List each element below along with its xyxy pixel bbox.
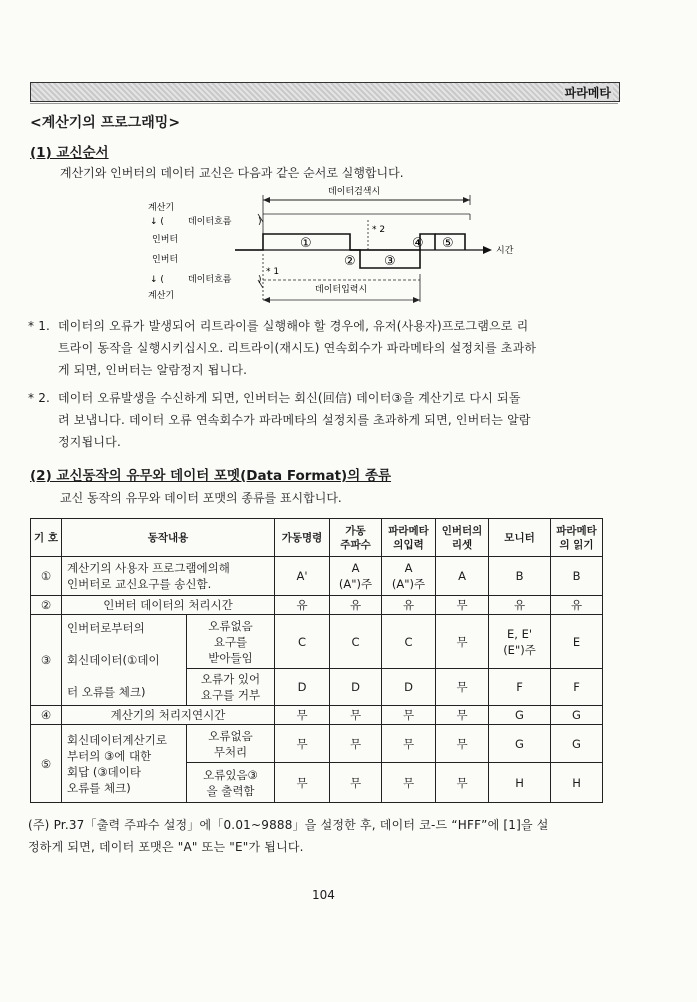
page-number: 104 bbox=[312, 888, 335, 902]
row5b-condition: 오류있음③ 을 출력함 bbox=[187, 763, 275, 803]
row3b-reset: 무 bbox=[436, 669, 489, 706]
row5b-monitor: H bbox=[489, 763, 551, 803]
arrow-top: ↓ ( bbox=[150, 217, 164, 227]
row5b-run: 무 bbox=[275, 763, 330, 803]
step4-mark: ④ bbox=[412, 236, 424, 251]
row4-run: 무 bbox=[275, 706, 330, 725]
data-flow-bot: 데이터흐름 bbox=[188, 275, 232, 285]
note-2-marker: * 2. bbox=[28, 391, 51, 405]
upper-waveform bbox=[235, 234, 435, 250]
row3a-run: C bbox=[275, 615, 330, 669]
row5a-pread: G bbox=[551, 725, 603, 763]
write-arrow-left bbox=[263, 297, 270, 303]
write-time-label: 데이터입력시 bbox=[315, 285, 368, 295]
row3a-reset: 무 bbox=[436, 615, 489, 669]
row5b-freq: 무 bbox=[330, 763, 382, 803]
note-1-line-1: 데이터의 오류가 발생되어 리트라이를 실행해야 할 경우에, 유저(사용자)프로그램으로 리 bbox=[58, 319, 529, 333]
write-arrow-right bbox=[413, 297, 420, 303]
footnote-line-2: 정하게 되면, 데이터 포맷은 "A" 또는 "E"가 됩니다. bbox=[28, 840, 304, 854]
col-pwrite: 파라메타 의입력 bbox=[382, 519, 436, 557]
time-label: 시간 bbox=[496, 246, 514, 256]
header-rule bbox=[30, 103, 618, 104]
row5a-freq: 무 bbox=[330, 725, 382, 763]
format-table bbox=[30, 518, 603, 803]
table-row bbox=[31, 596, 603, 615]
computer-label-top: 계산기 bbox=[148, 203, 175, 213]
note-1-line-3: 게 되면, 인버터는 알람정지 됩니다. bbox=[58, 363, 248, 377]
page-title: <계산기의 프로그래밍> bbox=[30, 115, 181, 131]
step2-mark: ② bbox=[344, 254, 356, 269]
row4-pwrite: 무 bbox=[382, 706, 436, 725]
row2-pwrite: 유 bbox=[382, 596, 436, 615]
table-row bbox=[31, 706, 603, 725]
row5b-reset: 무 bbox=[436, 763, 489, 803]
row3b-pwrite: D bbox=[382, 669, 436, 706]
row3a-condition: 오류없음 요구를 받아들임 bbox=[187, 615, 275, 669]
row2-symbol: ② bbox=[31, 596, 62, 615]
row5b-pread: H bbox=[551, 763, 603, 803]
row4-monitor: G bbox=[489, 706, 551, 725]
table-row bbox=[31, 557, 603, 596]
row3-symbol: ③ bbox=[31, 615, 62, 706]
row4-pread: G bbox=[551, 706, 603, 725]
row5-symbol: ⑤ bbox=[31, 725, 62, 803]
col-reset: 인버터의 리셋 bbox=[436, 519, 489, 557]
note-2-line-1: 데이터 오류발생을 수신하게 되면, 인버터는 회신(回信) 데이터③을 계산기로 다시 되돌 bbox=[58, 391, 521, 405]
row1-content: 계산기의 사용자 프로그램에의해 인버터로 교신요구를 송신함. bbox=[62, 557, 275, 596]
row1-pwrite: A (A")주 bbox=[382, 557, 436, 596]
row2-content: 인버터 데이터의 처리시간 bbox=[62, 596, 275, 615]
row5a-condition: 오류없음 무처리 bbox=[187, 725, 275, 763]
row3b-pread: F bbox=[551, 669, 603, 706]
row1-freq: A (A")주 bbox=[330, 557, 382, 596]
header-label: 파라메타 bbox=[564, 86, 611, 100]
timing-diagram bbox=[140, 182, 520, 306]
row3b-run: D bbox=[275, 669, 330, 706]
row5a-reset: 무 bbox=[436, 725, 489, 763]
data-flow-top: 데이터흐름 bbox=[188, 217, 232, 227]
row1-pread: B bbox=[551, 557, 603, 596]
row3a-pwrite: C bbox=[382, 615, 436, 669]
row2-freq: 유 bbox=[330, 596, 382, 615]
row2-reset: 무 bbox=[436, 596, 489, 615]
inverter-label-1: 인버터 bbox=[152, 235, 179, 245]
col-run: 가동명령 bbox=[275, 519, 330, 557]
dim-arrow-left bbox=[263, 197, 270, 203]
col-freq: 가동 주파수 bbox=[330, 519, 382, 557]
computer-label-bot: 계산기 bbox=[148, 291, 175, 301]
row3b-monitor: F bbox=[489, 669, 551, 706]
footnote-line-1: (주) Pr.37「출력 주파수 설정」에「0.01~9888」을 설정한 후, 데이터 코-드 “HFF”에 [1]을 설 bbox=[28, 818, 549, 832]
section2-intro: 교신 동작의 유무와 데이터 포맷의 종류를 표시합니다. bbox=[60, 491, 342, 505]
row4-symbol: ④ bbox=[31, 706, 62, 725]
row5a-monitor: G bbox=[489, 725, 551, 763]
row3b-freq: D bbox=[330, 669, 382, 706]
col-pread: 파라메타 의 읽기 bbox=[551, 519, 603, 557]
time-arrow bbox=[483, 246, 492, 254]
row3b-condition: 오류가 있어 요구를 거부 bbox=[187, 669, 275, 706]
paren-bot: ) bbox=[258, 275, 262, 285]
row3-content: 인버터로부터의 회신데이터(①데이 터 오류를 체크) bbox=[62, 615, 187, 706]
row4-content: 계산기의 처리지연시간 bbox=[62, 706, 275, 725]
col-symbol: 기 호 bbox=[31, 519, 62, 557]
note-1-line-2: 트라이 동작을 실행시키십시오. 리트라이(재시도) 연속회수가 파라메타의 설정치를 초과하 bbox=[58, 341, 537, 355]
table-header-row bbox=[31, 519, 603, 557]
note-2-line-3: 정지됩니다. bbox=[58, 435, 121, 449]
row1-monitor: B bbox=[489, 557, 551, 596]
row4-freq: 무 bbox=[330, 706, 382, 725]
step5-mark: ⑤ bbox=[442, 236, 454, 251]
row5a-run: 무 bbox=[275, 725, 330, 763]
section1-intro: 계산기와 인버터의 데이터 교신은 다음과 같은 순서로 실행합니다. bbox=[60, 166, 404, 180]
dim-arrow-right bbox=[463, 197, 470, 203]
row1-symbol: ① bbox=[31, 557, 62, 596]
row2-monitor: 유 bbox=[489, 596, 551, 615]
row3a-pread: E bbox=[551, 615, 603, 669]
row5a-pwrite: 무 bbox=[382, 725, 436, 763]
paren-top: ) bbox=[258, 217, 262, 227]
col-content: 동작내용 bbox=[62, 519, 275, 557]
row3a-freq: C bbox=[330, 615, 382, 669]
row5-content: 회신데이터계산기로 부터의 ③에 대한 회답 (③데이타 오류를 체크) bbox=[62, 725, 187, 803]
table-row bbox=[31, 615, 603, 669]
note-2-line-2: 려 보냅니다. 데이터 오류 연속회수가 파라메타의 설정치를 초과하게 되면, 인버터는 알람 bbox=[58, 413, 531, 427]
section1-heading: (1) 교신순서 bbox=[30, 145, 109, 161]
arrow-bot: ↓ ( bbox=[150, 275, 164, 285]
row1-reset: A bbox=[436, 557, 489, 596]
star1-label: * 1 bbox=[266, 267, 280, 277]
row5b-pwrite: 무 bbox=[382, 763, 436, 803]
row2-run: 유 bbox=[275, 596, 330, 615]
row1-run: A' bbox=[275, 557, 330, 596]
star2-label: * 2 bbox=[372, 225, 386, 235]
step1-mark: ① bbox=[300, 236, 312, 251]
table-row bbox=[31, 725, 603, 763]
section2-heading: (2) 교신동작의 유무와 데이터 포멧(Data Format)의 종류 bbox=[30, 468, 392, 484]
step3-mark: ③ bbox=[384, 254, 396, 269]
inverter-label-2: 인버터 bbox=[152, 255, 179, 265]
note-1-marker: * 1. bbox=[28, 319, 51, 333]
col-monitor: 모니터 bbox=[489, 519, 551, 557]
header-bar bbox=[30, 82, 620, 102]
row2-pread: 유 bbox=[551, 596, 603, 615]
retrieve-time-label: 데이터검색시 bbox=[328, 187, 381, 197]
row4-reset: 무 bbox=[436, 706, 489, 725]
row3a-monitor: E, E' (E")주 bbox=[489, 615, 551, 669]
